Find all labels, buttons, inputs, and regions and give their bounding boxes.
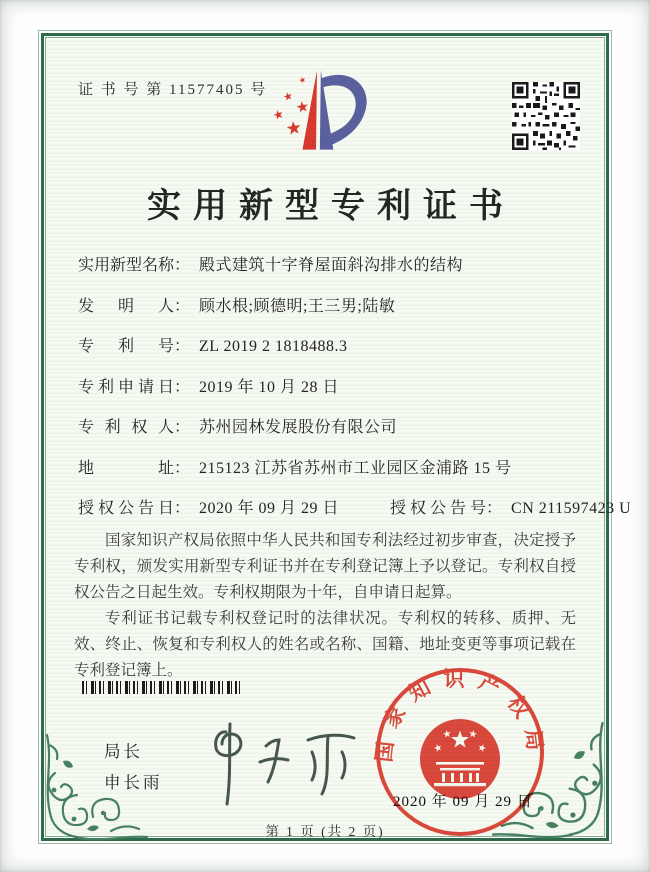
field-label: 地址 <box>78 459 174 477</box>
official-seal <box>372 664 548 840</box>
field-value: 2019 年 10 月 28 日 <box>199 378 340 396</box>
field-label: 发明人 <box>78 297 174 315</box>
field-patentee: 专利权人： 苏州园林发展股份有限公司 <box>78 414 576 437</box>
field-label: 专利权人 <box>78 419 174 436</box>
barcode <box>82 681 244 694</box>
certificate-title: 实用新型专利证书 <box>147 188 515 225</box>
field-value: 215123 江苏省苏州市工业园区金浦路 15 号 <box>199 459 512 477</box>
corner-ornament-icon <box>41 733 149 841</box>
field-grant-date: 授权公告日： 2020 年 09 月 29 日 <box>78 500 339 517</box>
field-label: 授权公告日 <box>78 500 174 517</box>
field-grant-row <box>78 495 632 518</box>
signer-title: 局长 <box>104 742 143 761</box>
field-label: 专利申请日 <box>78 378 174 396</box>
field-grant-number: 授权公告号： CN 211597423 U <box>390 495 631 518</box>
certificate-number: 证 书 号 第 11577405 号 <box>78 82 268 98</box>
page-number: 第 1 页 (共 2 页) <box>265 824 385 839</box>
signature-handwriting <box>204 718 364 813</box>
signer-name: 申长雨 <box>104 773 163 792</box>
field-patent-number: 专利号： ZL 2019 2 1818488.3 <box>78 333 576 356</box>
certificate-inner <box>45 37 632 839</box>
cnipa-logo-icon <box>262 66 370 156</box>
certificate-frame <box>38 30 632 844</box>
legal-paragraph-2: 专利证书记载专利权登记时的法律状况。专利权的转移、质押、无效、终止、恢复和专利权人的姓名或名称、国籍、地址变更等事项记载在专利登记簿上。 <box>74 610 576 679</box>
national-emblem-icon <box>420 719 500 799</box>
qr-code <box>512 82 580 150</box>
field-value: ZL 2019 2 1818488.3 <box>199 338 348 355</box>
field-address: 地址： 215123 江苏省苏州市工业园区金浦路 15 号 <box>78 455 576 478</box>
field-label: 授权公告号 <box>390 500 486 517</box>
field-label: 专利号 <box>78 338 174 355</box>
seal-date: 2020 年 09 月 29 日 <box>393 794 533 810</box>
field-value: 2020 年 09 月 29 日 <box>199 500 340 517</box>
field-filing-date: 专利申请日： 2019 年 10 月 28 日 <box>78 374 576 397</box>
field-label: 实用新型名称 <box>78 257 175 274</box>
seal-text: 国家知识产权局 <box>372 667 548 764</box>
field-inventors: 发明人： 顾水根;顾德明;王三男;陆敏 <box>78 293 576 316</box>
field-value: 殿式建筑十字脊屋面斜沟排水的结构 <box>199 257 464 274</box>
field-value: 苏州园林发展股份有限公司 <box>199 419 398 436</box>
field-value: 顾水根;顾德明;王三男;陆敏 <box>199 297 396 315</box>
legal-text <box>74 528 576 684</box>
field-utility-model-name: 实用新型名称： 殿式建筑十字脊屋面斜沟排水的结构 <box>78 252 576 275</box>
field-list <box>78 252 632 536</box>
field-value: CN 211597423 U <box>511 500 632 517</box>
legal-paragraph-1: 国家知识产权局依照中华人民共和国专利法经过初步审查，决定授予专利权，颁发实用新型专利证书并在专利登记簿上予以登记。专利权自授权公告之日起生效。专利权期限为十年，自申请日起算。 <box>74 532 576 601</box>
